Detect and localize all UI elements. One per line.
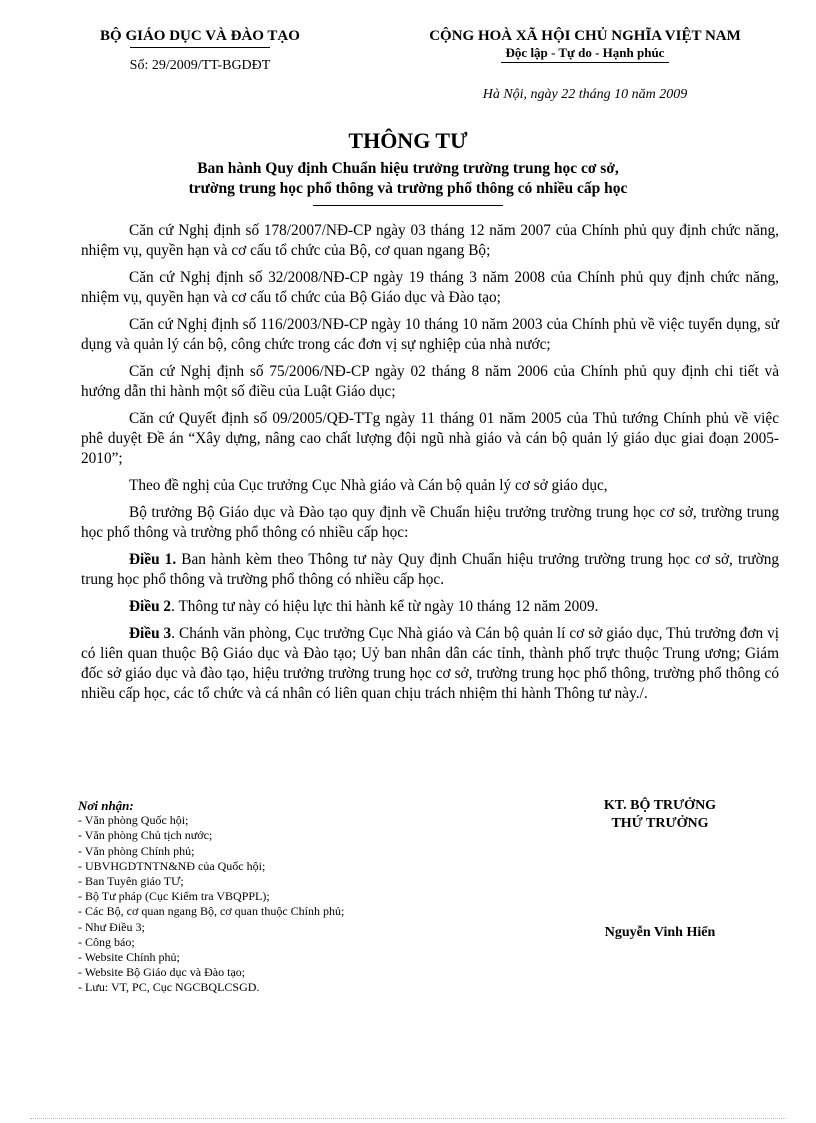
article-label: Điều 1. xyxy=(129,551,177,568)
country-name: CỘNG HOÀ XÃ HỘI CHỦ NGHĨA VIỆT NAM xyxy=(429,28,741,44)
motto-underline xyxy=(501,62,669,63)
document-number: Số: 29/2009/TT-BGDĐT xyxy=(129,58,271,73)
ministry-name: BỘ GIÁO DỤC VÀ ĐÀO TẠO xyxy=(100,28,300,44)
recipient-item: - Website Bộ Giáo dục và Đào tạo; xyxy=(78,965,246,980)
document-subtitle xyxy=(80,159,736,199)
signature-authority: KT. BỘ TRƯỞNG xyxy=(603,798,717,813)
recipient-item: - Website Chính phủ; xyxy=(78,950,180,965)
recipient-item: - Công báo; xyxy=(78,934,135,949)
signature-title: THỨ TRƯỞNG xyxy=(611,816,709,831)
basis-paragraph: Căn cứ Nghị định số 32/2008/NĐ-CP ngày 19 tháng 3 năm 2008 của Chính phủ quy định chức năng, nhiệm vụ, quyền hạn và cơ cấu tổ chức của Bộ Giáo dục và Đào tạo; xyxy=(81,269,779,306)
basis-paragraph: Căn cứ Quyết định số 09/2005/QĐ-TTg ngày 11 tháng 01 năm 2005 của Thủ tướng Chính phủ về việc phê duyệt Đề án “Xây dựng, nâng cao chất lượng đội ngũ nhà giáo và cán bộ quản lý giáo dục giai đoạn 2005-2010”; xyxy=(81,410,779,467)
document-body xyxy=(81,221,779,711)
article-3 xyxy=(81,624,779,704)
article-text: . Chánh văn phòng, Cục trưởng Cục Nhà giáo và Cán bộ quản lí cơ sở giáo dục, Thủ trưởng đơn vị có liên quan thuộc Bộ Giáo dục và Đào tạo; Uỷ ban nhân dân các tỉnh, thành phố trực thuộc Trung ương; Giám đốc sở giáo dục và đào tạo, hiệu trưởng trường trung học cơ sở, trường trung học phổ thông, trường phổ thông có nhiều cấp học, các tổ chức và cá nhân có liên quan chịu trách nhiệm thi hành Thông tư này./. xyxy=(81,625,779,702)
recipient-item: - Văn phòng Chính phủ; xyxy=(78,843,195,858)
signature-block xyxy=(560,797,760,833)
recipient-item: - Ban Tuyên giáo TƯ; xyxy=(78,874,184,889)
recipient-item: - Lưu: VT, PC, Cục NGCBQLCSGD. xyxy=(78,980,260,995)
basis-paragraph: Căn cứ Nghị định số 178/2007/NĐ-CP ngày 03 tháng 12 năm 2007 của Chính phủ quy định chức năng, nhiệm vụ, quyền hạn và cơ cấu tổ chức của Bộ, cơ quan ngang Bộ; xyxy=(81,222,779,259)
page-bottom-border xyxy=(30,1118,786,1119)
article-2 xyxy=(81,597,779,617)
recipient-item: - Văn phòng Quốc hội; xyxy=(78,813,189,828)
national-heading xyxy=(390,28,780,63)
article-label: Điều 2 xyxy=(129,598,172,615)
decision-paragraph: Bộ trưởng Bộ Giáo dục và Đào tạo quy định về Chuẩn hiệu trưởng trường trung học cơ sở, trường trung học phổ thông và trường phổ thông có nhiều cấp học: xyxy=(81,504,779,541)
national-motto: Độc lập - Tự do - Hạnh phúc xyxy=(505,45,665,60)
recipient-item: - Văn phòng Chủ tịch nước; xyxy=(78,828,213,843)
article-text: . Thông tư này có hiệu lực thi hành kể từ ngày 10 tháng 12 năm 2009. xyxy=(171,598,599,615)
ministry-underline xyxy=(130,47,270,48)
place-date: Hà Nội, ngày 22 tháng 10 năm 2009 xyxy=(482,87,688,102)
document-title: THÔNG TƯ xyxy=(348,128,468,153)
basis-paragraph: Căn cứ Nghị định số 116/2003/NĐ-CP ngày 10 tháng 10 năm 2003 của Chính phủ về việc tuyển dụng, sử dụng và quản lý cán bộ, công chức trong các đơn vị sự nghiệp của nhà nước; xyxy=(81,316,779,353)
basis-paragraph: Căn cứ Nghị định số 75/2006/NĐ-CP ngày 02 tháng 8 năm 2006 của Chính phủ quy định chi tiết và hướng dẫn thi hành một số điều của Luật Giáo dục; xyxy=(81,363,779,400)
subtitle-underline xyxy=(313,205,503,206)
article-1 xyxy=(81,550,779,590)
recipient-item: - Bộ Tư pháp (Cục Kiểm tra VBQPPL); xyxy=(78,889,270,904)
recipients-title: Nơi nhận: xyxy=(78,798,134,813)
issuer-block xyxy=(60,28,340,74)
recipients-list xyxy=(78,798,498,996)
subtitle-line-2: trường trung học phổ thông và trường phổ thông có nhiều cấp học xyxy=(188,180,628,197)
recipient-item: - Như Điều 3; xyxy=(78,919,145,934)
subtitle-line-1: Ban hành Quy định Chuẩn hiệu trưởng trường trung học cơ sở, xyxy=(197,160,619,177)
signer-name: Nguyễn Vinh Hiển xyxy=(604,925,716,940)
recipient-item: - UBVHGDTNTN&NĐ của Quốc hội; xyxy=(78,858,266,873)
article-text: Ban hành kèm theo Thông tư này Quy định Chuẩn hiệu trưởng trường trung học cơ sở, trường trung học phổ thông và trường phổ thông có nhiều cấp học. xyxy=(81,551,779,588)
recipient-item: - Các Bộ, cơ quan ngang Bộ, cơ quan thuộc Chính phủ; xyxy=(78,904,345,919)
proposal-paragraph: Theo đề nghị của Cục trưởng Cục Nhà giáo và Cán bộ quản lý cơ sở giáo dục, xyxy=(129,477,608,494)
article-label: Điều 3 xyxy=(129,625,172,642)
